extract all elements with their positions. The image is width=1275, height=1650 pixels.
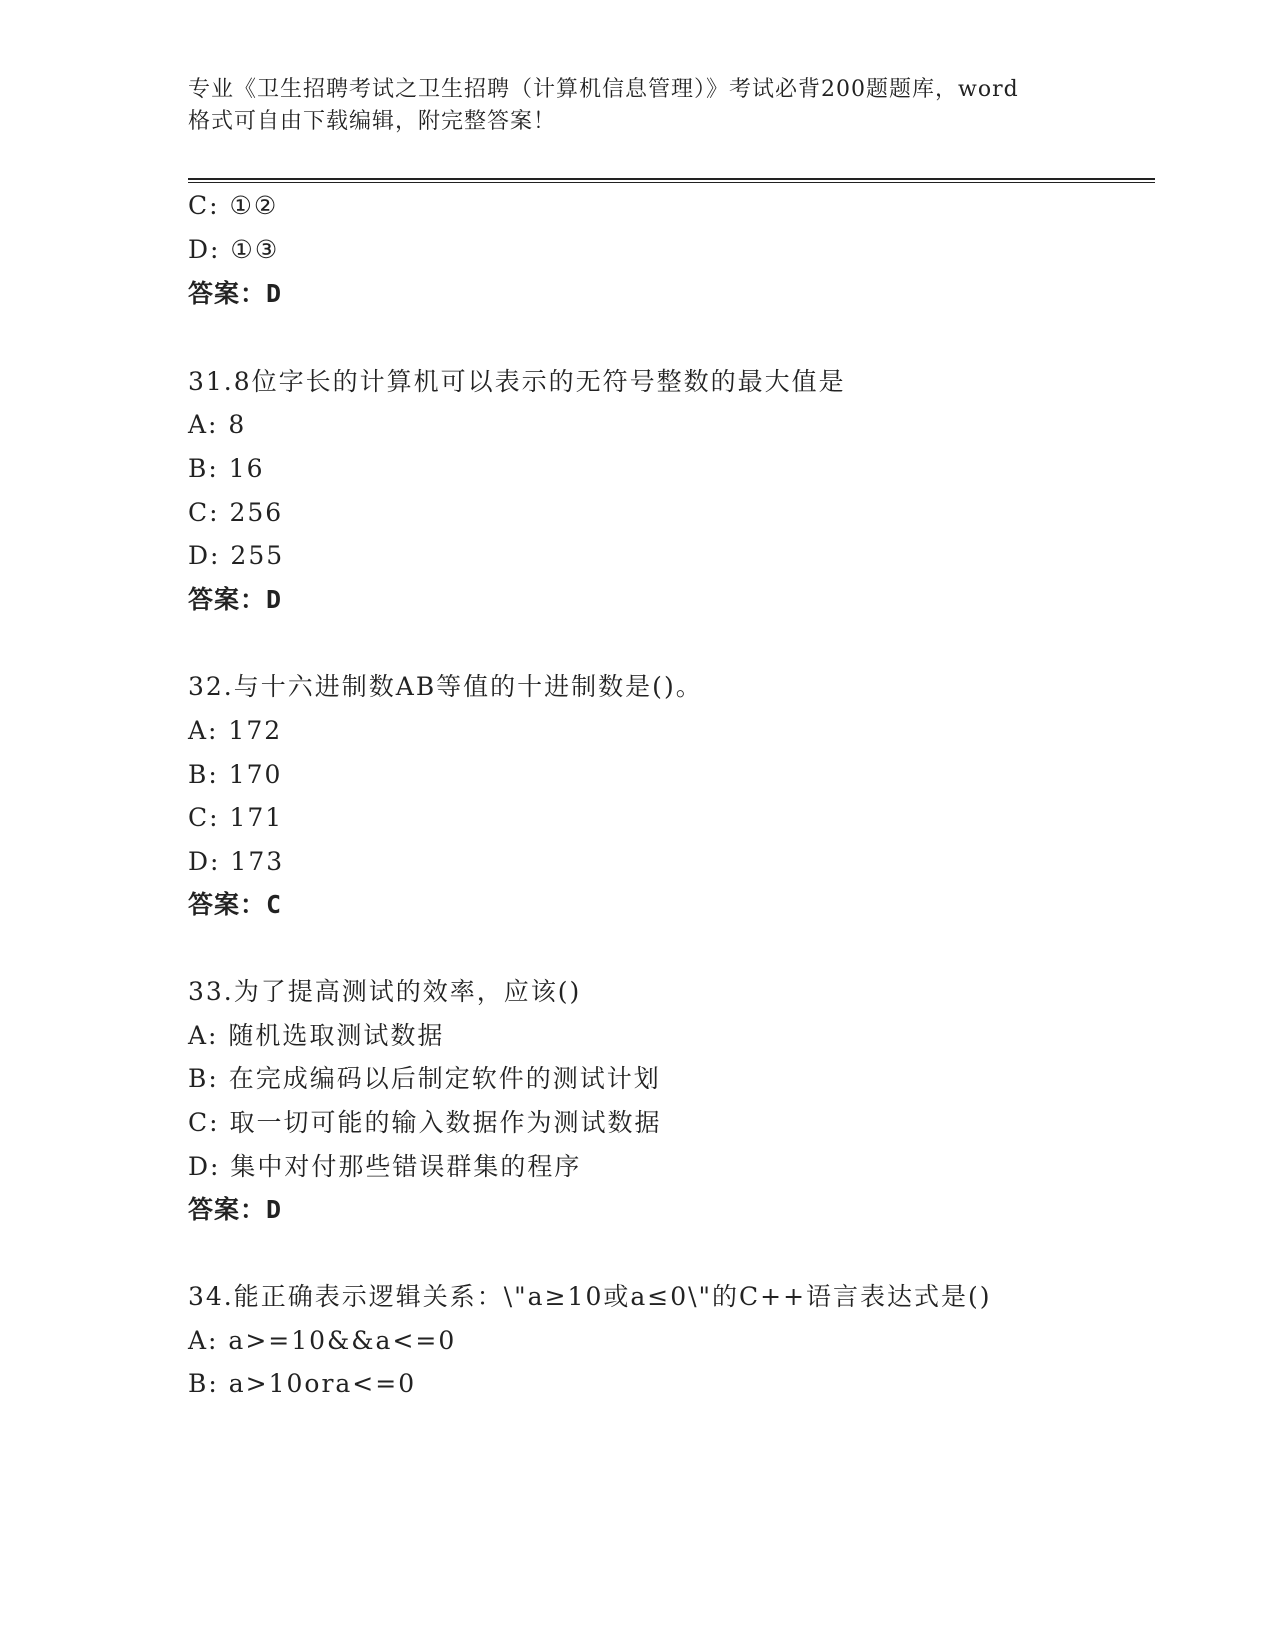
q32-option-d: D: 173 — [188, 847, 285, 876]
q33-option-b: B: 在完成编码以后制定软件的测试计划 — [188, 1064, 661, 1093]
header-divider-thick — [188, 178, 1155, 180]
q34-option-b: B: a>10ora<=0 — [188, 1369, 417, 1398]
q34-option-a: A: a>=10&&a<=0 — [188, 1326, 457, 1355]
q31-option-a: A: 8 — [188, 410, 247, 439]
q31-stem: 31.8位字长的计算机可以表示的无符号整数的最大值是 — [188, 367, 846, 396]
header-title-line-1: 专业《卫生招聘考试之卫生招聘（计算机信息管理）》考试必背200题题库，word — [188, 77, 1019, 102]
q30-answer: 答案：D — [188, 279, 283, 308]
header-title-line-2: 格式可自由下载编辑，附完整答案！ — [188, 109, 557, 134]
q31-option-b: B: 16 — [188, 454, 265, 483]
q31-answer: 答案：D — [188, 585, 283, 614]
q31-option-d: D: 255 — [188, 541, 285, 570]
q32-stem: 32.与十六进制数AB等值的十进制数是()。 — [188, 672, 703, 701]
q33-option-a: A: 随机选取测试数据 — [188, 1021, 445, 1050]
q33-answer: 答案：D — [188, 1195, 283, 1224]
q30-option-c: C: ①② — [188, 191, 279, 220]
q33-option-d: D: 集中对付那些错误群集的程序 — [188, 1152, 582, 1181]
q34-stem: 34.能正确表示逻辑关系：\"a≥10或a≤0\"的C++语言表达式是() — [188, 1282, 992, 1311]
q31-option-c: C: 256 — [188, 498, 284, 527]
q33-option-c: C: 取一切可能的输入数据作为测试数据 — [188, 1108, 662, 1137]
q32-option-a: A: 172 — [188, 716, 283, 745]
q30-option-d: D: ①③ — [188, 235, 280, 264]
q32-answer: 答案：C — [188, 890, 283, 919]
header-divider-thin — [188, 182, 1155, 183]
document-header — [188, 74, 1088, 138]
q33-stem: 33.为了提高测试的效率，应该() — [188, 977, 582, 1006]
q32-option-b: B: 170 — [188, 760, 283, 789]
q32-option-c: C: 171 — [188, 803, 284, 832]
